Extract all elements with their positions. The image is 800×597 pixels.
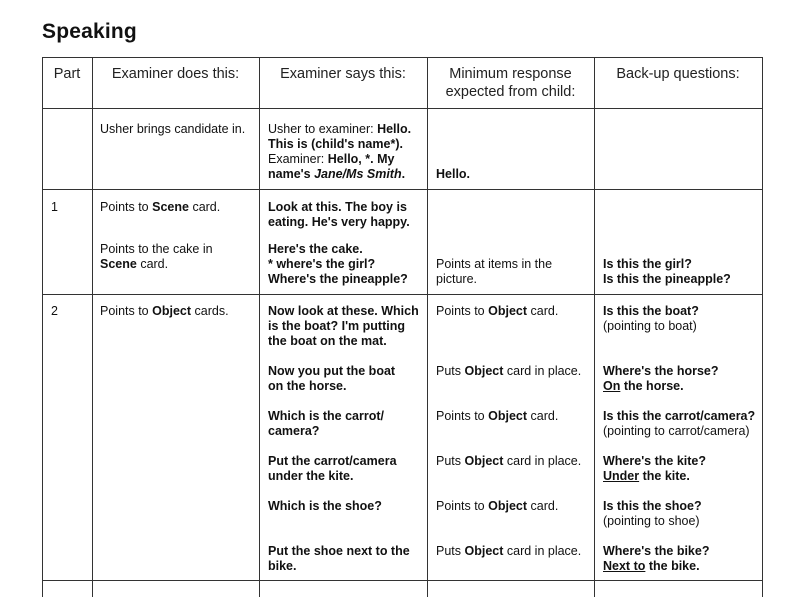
part2-says-2 bbox=[268, 364, 395, 394]
part2-says-line: camera? bbox=[268, 424, 320, 438]
header-part: Part bbox=[53, 66, 81, 82]
part2-says-line: bike. bbox=[268, 559, 297, 573]
part2-backup-6 bbox=[603, 544, 709, 574]
part2-minimum-2 bbox=[436, 364, 581, 379]
part2-backup-3 bbox=[603, 409, 755, 439]
part2-backup-preposition: Under bbox=[603, 469, 640, 483]
part2-does-c: cards. bbox=[191, 304, 229, 318]
intro-says-l3a: Examiner: bbox=[268, 152, 328, 166]
part2-minimum-part: Points to bbox=[436, 409, 489, 423]
intro-says-l4a: name's bbox=[268, 167, 315, 181]
table-border-left bbox=[42, 57, 43, 597]
part2-backup-question: Where's the bike? bbox=[603, 544, 710, 558]
part2-backup-note: (pointing to shoe) bbox=[603, 514, 700, 528]
table-border-top bbox=[42, 57, 762, 58]
intro-says-l3b: Hello, *. My bbox=[327, 152, 395, 166]
part1-does-2-l2b: card. bbox=[136, 257, 169, 271]
column-divider-minimum bbox=[594, 57, 595, 597]
header-minimum-line1: Minimum response bbox=[449, 66, 572, 82]
part2-minimum-1 bbox=[436, 304, 558, 319]
intro-does: Usher brings candidate in. bbox=[100, 122, 246, 136]
part1-does-1c: card. bbox=[188, 200, 221, 214]
part2-backup-answer: the bike. bbox=[645, 559, 700, 573]
part2-backup-1 bbox=[603, 304, 699, 334]
part2-backup-question: Where's the horse? bbox=[603, 364, 719, 378]
part1-does-1 bbox=[100, 200, 220, 215]
part2-backup-preposition: Next to bbox=[603, 559, 646, 573]
part2-says-line: Now look at these. Which bbox=[268, 304, 419, 318]
part2-backup-question: Is this the boat? bbox=[603, 304, 699, 318]
part1-divider bbox=[42, 294, 762, 295]
part2-says-line: Put the carrot/camera bbox=[268, 454, 397, 468]
intro-says-l4b: Jane/Ms Smith bbox=[314, 167, 402, 181]
part2-does-b: Object bbox=[152, 304, 192, 318]
part1-minimum-2-l2: picture. bbox=[436, 272, 477, 286]
part1-says-2-l3: Where's the pineapple? bbox=[268, 272, 408, 286]
part2-minimum-part: card. bbox=[527, 499, 559, 513]
part2-minimum-part: Object bbox=[464, 364, 504, 378]
part2-says-line: Put the shoe next to the bbox=[268, 544, 410, 558]
part2-backup-5 bbox=[603, 499, 702, 529]
part2-backup-preposition: On bbox=[603, 379, 621, 393]
part2-minimum-part: Object bbox=[464, 544, 504, 558]
intro-minimum: Hello. bbox=[436, 167, 471, 181]
intro-says bbox=[268, 122, 411, 182]
part2-minimum-4 bbox=[436, 454, 581, 469]
part2-backup-4 bbox=[603, 454, 706, 484]
part2-minimum-part: Points to bbox=[436, 304, 489, 318]
part1-minimum-2-l1: Points at items in the bbox=[436, 257, 553, 271]
part1-says-2 bbox=[268, 242, 408, 287]
intro-says-l2: This is (child's name*). bbox=[268, 137, 403, 151]
part2-minimum-part: Puts bbox=[436, 454, 465, 468]
part2-says-6 bbox=[268, 544, 410, 574]
part1-does-1a: Points to bbox=[100, 200, 153, 214]
part2-says-line: Which is the carrot/ bbox=[268, 409, 384, 423]
part1-backup-2-l1: Is this the girl? bbox=[603, 257, 692, 271]
part1-minimum-2 bbox=[436, 257, 552, 287]
part2-minimum-5 bbox=[436, 499, 558, 514]
header-minimum-line2: expected from child: bbox=[445, 84, 576, 100]
part2-minimum-part: Points to bbox=[436, 499, 489, 513]
part2-minimum-part: Puts bbox=[436, 544, 465, 558]
part2-says-5 bbox=[268, 499, 382, 514]
part2-says-line: is the boat? I'm putting bbox=[268, 319, 405, 333]
part1-backup-2-l2: Is this the pineapple? bbox=[603, 272, 731, 286]
part2-backup-2 bbox=[603, 364, 719, 394]
part2-minimum-part: card in place. bbox=[503, 544, 582, 558]
part2-does bbox=[100, 304, 229, 319]
header-examiner-says: Examiner says this: bbox=[280, 66, 406, 82]
part1-says-1-l2: eating. He's very happy. bbox=[268, 215, 410, 229]
part2-minimum-part: Object bbox=[488, 304, 528, 318]
column-divider-part bbox=[92, 57, 93, 597]
part2-says-line: Now you put the boat bbox=[268, 364, 396, 378]
intro-says-l4c: . bbox=[401, 167, 406, 181]
part1-does-2-l2a: Scene bbox=[100, 257, 137, 271]
part1-says-2-l1: Here's the cake. bbox=[268, 242, 363, 256]
part1-backup-2 bbox=[603, 257, 731, 287]
part2-says-1 bbox=[268, 304, 419, 349]
header-divider bbox=[42, 108, 762, 109]
part2-says-line: under the kite. bbox=[268, 469, 354, 483]
part2-minimum-part: card. bbox=[527, 304, 559, 318]
part2-number: 2 bbox=[51, 304, 58, 318]
part2-does-a: Points to bbox=[100, 304, 153, 318]
part2-minimum-part: card in place. bbox=[503, 364, 582, 378]
part2-minimum-part: card in place. bbox=[503, 454, 582, 468]
header-backup-questions: Back-up questions: bbox=[616, 66, 740, 82]
part1-says-2-l2: * where's the girl? bbox=[268, 257, 376, 271]
part2-says-line: on the horse. bbox=[268, 379, 347, 393]
part2-minimum-part: card. bbox=[527, 409, 559, 423]
part2-backup-question: Is this the carrot/camera? bbox=[603, 409, 756, 423]
part2-says-4 bbox=[268, 454, 397, 484]
part2-says-3 bbox=[268, 409, 384, 439]
part2-backup-question: Where's the kite? bbox=[603, 454, 706, 468]
column-divider-says bbox=[427, 57, 428, 597]
part2-minimum-part: Puts bbox=[436, 364, 465, 378]
header-examiner-does: Examiner does this: bbox=[111, 66, 240, 82]
part2-backup-question: Is this the shoe? bbox=[603, 499, 702, 513]
part1-number: 1 bbox=[51, 200, 58, 214]
part1-does-2 bbox=[100, 242, 213, 272]
page-title: Speaking bbox=[42, 20, 137, 43]
intro-divider bbox=[42, 189, 762, 190]
part2-says-line: Which is the shoe? bbox=[268, 499, 382, 513]
header-minimum-response bbox=[427, 65, 594, 101]
speaking-table bbox=[42, 57, 762, 597]
table-border-right bbox=[762, 57, 763, 597]
column-divider-does bbox=[259, 57, 260, 597]
part1-says-1 bbox=[268, 200, 410, 230]
part2-backup-answer: the horse. bbox=[620, 379, 684, 393]
intro-says-l1b: Hello. bbox=[377, 122, 412, 136]
part2-minimum-part: Object bbox=[488, 499, 528, 513]
part2-says-line: the boat on the mat. bbox=[268, 334, 387, 348]
part2-backup-note: (pointing to carrot/camera) bbox=[603, 424, 750, 438]
part2-backup-note: (pointing to boat) bbox=[603, 319, 697, 333]
part2-minimum-part: Object bbox=[464, 454, 504, 468]
part1-does-2-l1: Points to the cake in bbox=[100, 242, 213, 256]
part2-backup-answer: the kite. bbox=[639, 469, 690, 483]
part2-minimum-3 bbox=[436, 409, 558, 424]
part2-minimum-part: Object bbox=[488, 409, 528, 423]
part1-does-1b: Scene bbox=[152, 200, 189, 214]
part1-says-1-l1: Look at this. The boy is bbox=[268, 200, 407, 214]
part2-divider bbox=[42, 580, 762, 581]
intro-says-l1a: Usher to examiner: bbox=[268, 122, 378, 136]
part2-minimum-6 bbox=[436, 544, 581, 559]
